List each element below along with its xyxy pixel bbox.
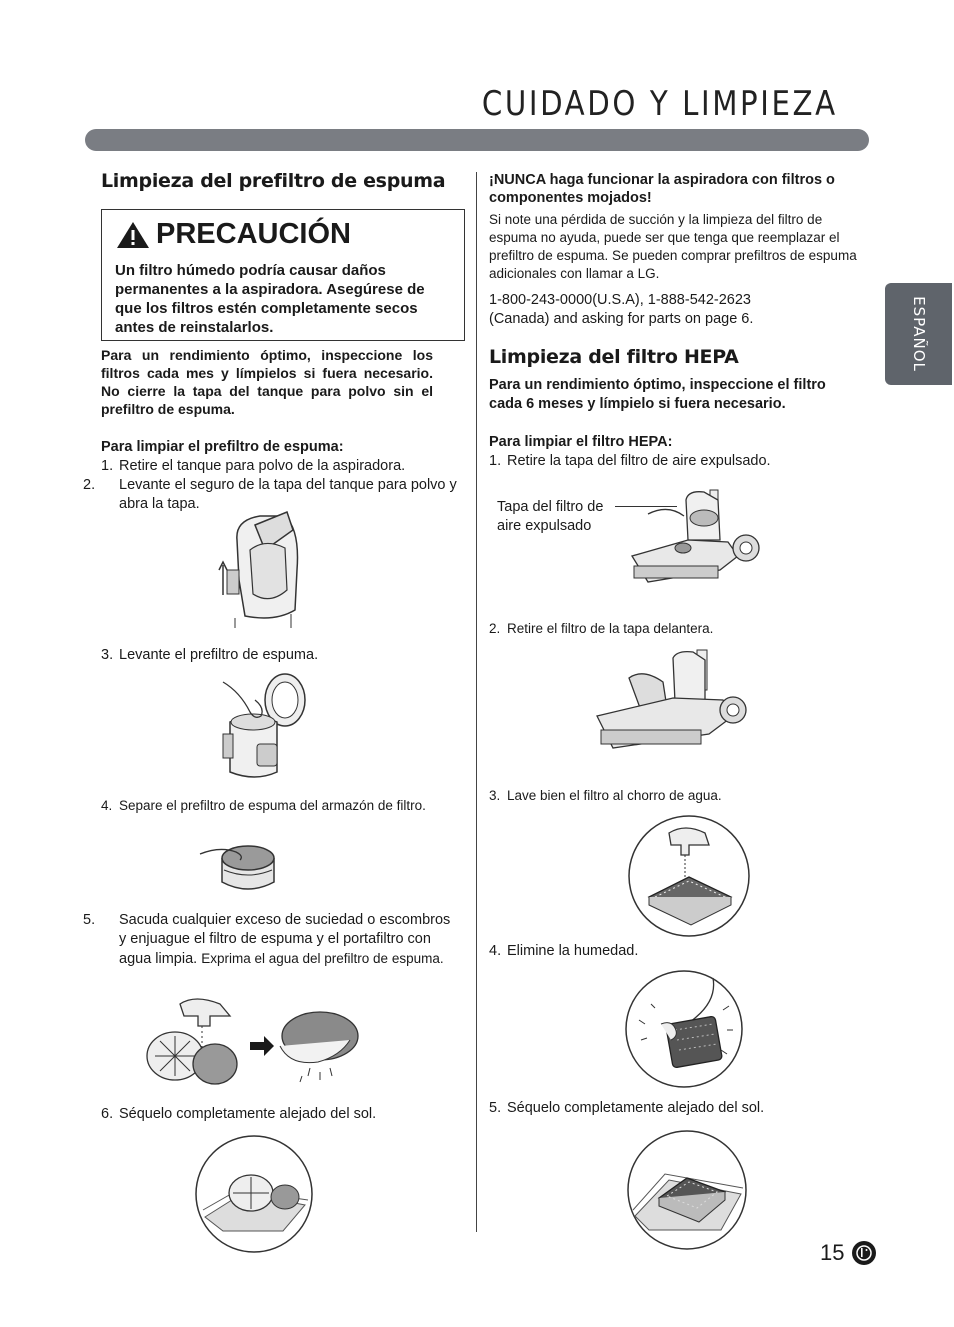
section-title-foam-prefilter: Limpieza del prefiltro de espuma xyxy=(101,170,446,192)
foam-step-2 xyxy=(83,476,459,514)
step-text-small: Exprima el agua del prefiltro de espuma. xyxy=(201,951,444,966)
hepa-step-1 xyxy=(489,452,771,471)
caution-heading-text: PRECAUCIÓN xyxy=(156,218,351,250)
step-number: 3. xyxy=(101,647,114,663)
step-text: Levante el prefiltro de espuma. xyxy=(119,647,319,663)
section-title-hepa: Limpieza del filtro HEPA xyxy=(489,346,739,368)
step-text: Separe el prefiltro de espuma del armazón de filtro. xyxy=(119,798,426,813)
step-text: Séquelo completamente alejado del sol. xyxy=(119,1106,377,1122)
step-text: Levante el seguro de la tapa del tanque para polvo y abra la tapa. xyxy=(119,477,457,512)
step-number: 5. xyxy=(83,912,96,928)
step-number: 3. xyxy=(489,788,501,803)
shake-hepa-filter-illustration xyxy=(621,970,747,1088)
language-tab-label: ESPAÑOL xyxy=(909,296,928,372)
exhaust-cover-callout: Tapa del filtro de aire expulsado xyxy=(497,499,604,534)
step-text: Elimine la humedad. xyxy=(507,943,639,959)
hepa-step-2 xyxy=(489,620,713,638)
lift-prefilter-illustration xyxy=(215,672,315,784)
step-text: Séquelo completamente alejado del sol. xyxy=(507,1100,765,1116)
dry-hepa-filter-illustration xyxy=(625,1130,749,1250)
foam-step-1 xyxy=(101,457,405,476)
page-title: CUIDADO Y LIMPIEZA xyxy=(482,84,838,124)
step-text: Retire la tapa del filtro de aire expulsado. xyxy=(507,453,771,469)
caution-heading xyxy=(116,218,351,251)
wash-hepa-filter-illustration xyxy=(625,815,753,937)
wet-warning-text: Si note una pérdida de succión y la limpieza del filtro de espuma no ayuda, puede ser que tenga que reemplazar el prefiltro de espuma. Se pueden comprar prefiltros de espuma adicionales con llamar a LG. xyxy=(489,212,857,281)
lg-logo xyxy=(852,1241,876,1265)
wet-warning-title: ¡NUNCA haga funcionar la aspiradora con filtros o componentes mojados! xyxy=(489,172,835,206)
foam-steps-title: Para limpiar el prefiltro de espuma: xyxy=(101,439,344,455)
step-number: 6. xyxy=(101,1106,114,1122)
hepa-step-4 xyxy=(489,942,638,961)
column-divider xyxy=(476,172,477,1232)
step-number: 1. xyxy=(489,453,502,469)
header-bar xyxy=(85,129,869,151)
vacuum-exhaust-cover-illustration xyxy=(628,490,763,595)
step-number: 1. xyxy=(101,458,114,474)
step-number: 4. xyxy=(489,943,502,959)
hepa-step-5 xyxy=(489,1099,764,1118)
foam-step-6 xyxy=(101,1105,376,1124)
step-text: Retire el filtro de la tapa delantera. xyxy=(507,621,714,636)
remove-hepa-filter-illustration xyxy=(593,650,748,752)
page-number: 15 xyxy=(820,1240,845,1265)
foam-step-5 xyxy=(83,911,459,969)
step-text: Lave bien el filtro al chorro de agua. xyxy=(507,788,722,803)
rinse-squeeze-illustration xyxy=(140,996,380,1100)
step-text: Sacuda cualquier exceso de suciedad o escombros y enjuague el filtro de espuma y el portafiltro con agua limpia. xyxy=(119,912,451,967)
parts-phone-text: 1-800-243-0000(U.S.A), 1-888-542-2623 (Canada) and asking for parts on page 6. xyxy=(489,292,754,327)
separate-prefilter-illustration xyxy=(200,836,290,898)
caution-text: Un filtro húmedo podría causar daños permanentes a la aspiradora. Asegúrese de que los filtros estén completamente secos antes de reinstalarlos. xyxy=(115,262,425,336)
step-text: Retire el tanque para polvo de la aspiradora. xyxy=(119,458,406,474)
foam-step-3 xyxy=(101,646,318,665)
step-number: 5. xyxy=(489,1100,502,1116)
page-number-area xyxy=(820,1240,876,1266)
foam-intro: Para un rendimiento óptimo, inspeccione los filtros cada mes y límpielos si fuera necesario. No cierre la tapa del tanque para polvo sin el prefiltro de espuma. xyxy=(101,347,433,417)
warning-icon xyxy=(116,221,150,249)
caution-box xyxy=(101,209,465,341)
step-number: 4. xyxy=(101,798,113,813)
step-number: 2. xyxy=(489,621,501,636)
hepa-intro: Para un rendimiento óptimo, inspeccione el filtro cada 6 meses y límpielo si fuera necesario. xyxy=(489,377,826,412)
language-tab xyxy=(885,283,952,385)
hepa-step-3 xyxy=(489,787,722,805)
hepa-steps-title: Para limpiar el filtro HEPA: xyxy=(489,434,673,450)
foam-step-4 xyxy=(101,797,426,815)
dry-prefilter-illustration xyxy=(193,1135,315,1253)
step-number: 2. xyxy=(83,477,96,493)
dust-tank-open-illustration xyxy=(215,510,315,630)
